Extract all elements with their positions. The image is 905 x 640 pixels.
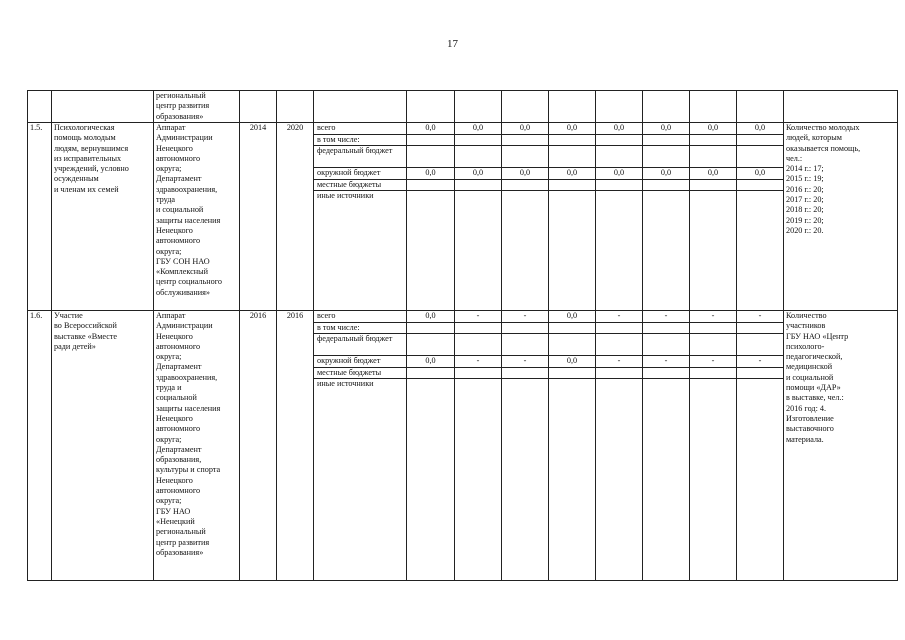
value-cell	[596, 368, 642, 380]
page-number: 17	[447, 38, 458, 50]
value-cell: 0,0	[502, 168, 548, 180]
value-col	[502, 311, 549, 581]
source-label: местные бюджеты	[314, 180, 406, 192]
value-cell: -	[690, 311, 736, 323]
value-cell: 0,0	[737, 168, 783, 180]
value-col	[549, 123, 596, 311]
value-cell	[737, 191, 783, 202]
value-cell	[643, 135, 689, 147]
value-cell: 0,0	[549, 168, 595, 180]
value-col	[643, 311, 690, 581]
source-label: всего	[314, 311, 406, 323]
value-cell	[407, 191, 454, 202]
value-cell: 0,0	[643, 168, 689, 180]
value-cell	[502, 180, 548, 192]
value-cell: -	[596, 356, 642, 368]
value-cell	[455, 191, 501, 202]
value-cell: 0,0	[596, 168, 642, 180]
value-cell	[502, 379, 548, 390]
start-year: 2014	[240, 123, 277, 311]
value-cell: 0,0	[690, 168, 736, 180]
end-year: 2016	[277, 311, 314, 581]
funding-sources	[314, 311, 407, 581]
value-cell	[643, 180, 689, 192]
value-cell	[643, 323, 689, 335]
value-cell: -	[455, 356, 501, 368]
executor-cell: Аппарат Администрации Ненецкого автономного округа; Департамент здравоохранения, труда и социальной защиты населения Ненецкого автономного округа; ГБУ СОН НАО «Комплексный центр социального обслуживания»	[154, 123, 240, 311]
table-row	[28, 311, 898, 581]
value-cell	[596, 334, 642, 356]
value-cell	[455, 368, 501, 380]
value-cell: -	[455, 311, 501, 323]
value-col	[596, 123, 643, 311]
value-cell	[643, 146, 689, 168]
value-col	[690, 123, 737, 311]
table-row-continued	[28, 91, 898, 123]
value-cell	[643, 334, 689, 356]
value-cell: 0,0	[549, 356, 595, 368]
value-cell	[407, 180, 454, 192]
value-cell: -	[643, 356, 689, 368]
value-cell	[455, 379, 501, 390]
source-label: окружной бюджет	[314, 356, 406, 368]
source-label: иные источники	[317, 191, 374, 200]
value-cell	[737, 334, 783, 356]
value-cell	[690, 323, 736, 335]
value-cell	[502, 135, 548, 147]
value-cell	[549, 191, 595, 202]
value-cell	[690, 146, 736, 168]
value-cell	[502, 191, 548, 202]
value-cell: 0,0	[407, 123, 454, 135]
value-cell	[596, 135, 642, 147]
value-cell	[737, 146, 783, 168]
value-cell	[690, 368, 736, 380]
value-cell	[502, 334, 548, 356]
value-cell	[643, 379, 689, 390]
value-cell	[549, 180, 595, 192]
executor-cell: региональный центр развития образования»	[154, 91, 240, 123]
value-cell	[737, 379, 783, 390]
source-label: окружной бюджет	[314, 168, 406, 180]
value-cell	[455, 180, 501, 192]
value-cell: 0,0	[690, 123, 736, 135]
value-cell: 0,0	[455, 123, 501, 135]
value-cell: -	[502, 311, 548, 323]
value-cell	[502, 146, 548, 168]
value-cell	[737, 135, 783, 147]
value-col	[455, 123, 502, 311]
value-cell: 0,0	[407, 168, 454, 180]
value-cell: 0,0	[549, 123, 595, 135]
value-col	[737, 123, 784, 311]
value-cell	[643, 368, 689, 380]
value-cell	[549, 135, 595, 147]
value-cell	[407, 334, 454, 356]
value-col	[455, 311, 502, 581]
value-cell	[407, 146, 454, 168]
value-cell: 0,0	[737, 123, 783, 135]
source-label: в том числе:	[314, 323, 406, 335]
value-cell	[407, 323, 454, 335]
result-cell: Количество участников ГБУ НАО «Центр психолого- педагогической, медицинской и социальной помощи «ДАР» в выставке, чел.: 2016 год: 4. Изготовление выставочного материала.	[784, 311, 898, 581]
funding-sources	[314, 123, 407, 311]
value-cell	[596, 180, 642, 192]
value-cell: -	[643, 311, 689, 323]
value-cell: -	[502, 356, 548, 368]
value-cell	[690, 135, 736, 147]
value-cell	[407, 379, 454, 390]
value-cell	[690, 334, 736, 356]
value-cell	[549, 146, 595, 168]
value-col	[407, 311, 455, 581]
value-cell	[407, 135, 454, 147]
start-year: 2016	[240, 311, 277, 581]
value-cell	[690, 180, 736, 192]
value-cell	[455, 323, 501, 335]
table-row	[28, 123, 898, 311]
program-table	[27, 90, 898, 581]
value-cell: -	[690, 356, 736, 368]
value-cell	[596, 146, 642, 168]
value-cell	[502, 323, 548, 335]
value-col	[690, 311, 737, 581]
value-cell: 0,0	[407, 311, 454, 323]
source-label: местные бюджеты	[314, 368, 406, 380]
activity-name: Участие во Всероссийской выставке «Вместе ради детей»	[52, 311, 154, 581]
value-col	[549, 311, 596, 581]
value-cell	[596, 379, 642, 390]
value-col	[407, 123, 455, 311]
row-number: 1.6.	[28, 311, 52, 581]
value-cell	[549, 379, 595, 390]
value-cell: -	[737, 311, 783, 323]
value-cell	[737, 180, 783, 192]
value-col	[643, 123, 690, 311]
value-cell	[549, 334, 595, 356]
value-col	[502, 123, 549, 311]
value-cell	[596, 323, 642, 335]
source-label: иные источники	[317, 379, 374, 388]
source-label: в том числе:	[314, 135, 406, 147]
value-cell	[502, 368, 548, 380]
executor-cell: Аппарат Администрации Ненецкого автономного округа; Департамент здравоохранения, труда и социальной защиты населения Ненецкого автономного округа; Департамент образования, культуры и спорта Ненецкого автономного округа; ГБУ НАО «Ненецкий региональный центр развития образования»	[154, 311, 240, 581]
value-cell: 0,0	[455, 168, 501, 180]
source-label: всего	[314, 123, 406, 135]
value-cell: 0,0	[502, 123, 548, 135]
activity-name: Психологическая помощь молодым людям, вернувшимся из исправительных учреждений, условно осужденным и членам их семей	[52, 123, 154, 311]
value-cell: 0,0	[596, 123, 642, 135]
value-cell	[455, 334, 501, 356]
row-number: 1.5.	[28, 123, 52, 311]
value-cell	[549, 323, 595, 335]
value-cell: 0,0	[643, 123, 689, 135]
value-cell	[643, 191, 689, 202]
value-cell: -	[737, 356, 783, 368]
value-cell	[737, 323, 783, 335]
value-cell	[455, 135, 501, 147]
value-cell: 0,0	[407, 356, 454, 368]
value-cell	[737, 368, 783, 380]
source-label: федеральный бюджет	[314, 146, 406, 168]
value-cell	[690, 191, 736, 202]
source-label: федеральный бюджет	[314, 334, 406, 356]
value-cell: 0,0	[549, 311, 595, 323]
value-cell	[549, 368, 595, 380]
value-cell: -	[596, 311, 642, 323]
value-cell	[596, 191, 642, 202]
end-year: 2020	[277, 123, 314, 311]
value-col	[737, 311, 784, 581]
value-cell	[407, 368, 454, 380]
result-cell: Количество молодых людей, которым оказывается помощь, чел.: 2014 г.: 17; 2015 г.: 19; 2016 г.: 20; 2017 г.: 20; 2018 г.: 20; 2019 г.: 20; 2020 г.: 20.	[784, 123, 898, 311]
value-col	[596, 311, 643, 581]
value-cell	[455, 146, 501, 168]
value-cell	[690, 379, 736, 390]
